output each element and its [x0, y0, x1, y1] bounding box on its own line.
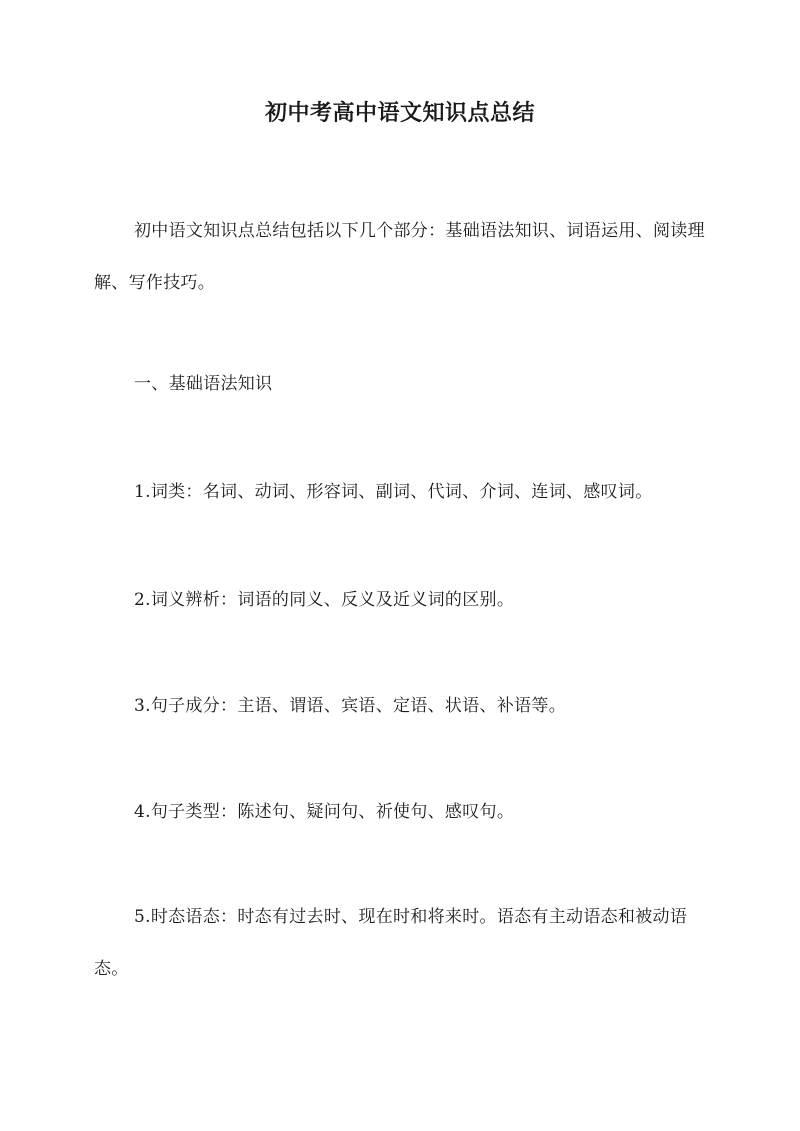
intro-paragraph: 初中语文知识点总结包括以下几个部分：基础语法知识、词语运用、阅读理解、写作技巧。	[94, 221, 705, 293]
document-title: 初中考高中语文知识点总结	[264, 100, 535, 126]
list-item: 4.句子类型：陈述句、疑问句、祈使句、感叹句。	[134, 802, 515, 822]
section-heading: 一、基础语法知识	[134, 374, 273, 394]
list-item: 5.时态语态：时态有过去时、现在时和将来时。语态有主动语态和被动语态。	[94, 907, 688, 979]
list-item: 2.词义辨析：词语的同义、反义及近义词的区别。	[134, 590, 515, 610]
list-item: 3.句子成分：主语、谓语、宾语、定语、状语、补语等。	[134, 696, 567, 716]
list-item: 1.词类：名词、动词、形容词、副词、代词、介词、连词、感叹词。	[134, 482, 653, 502]
